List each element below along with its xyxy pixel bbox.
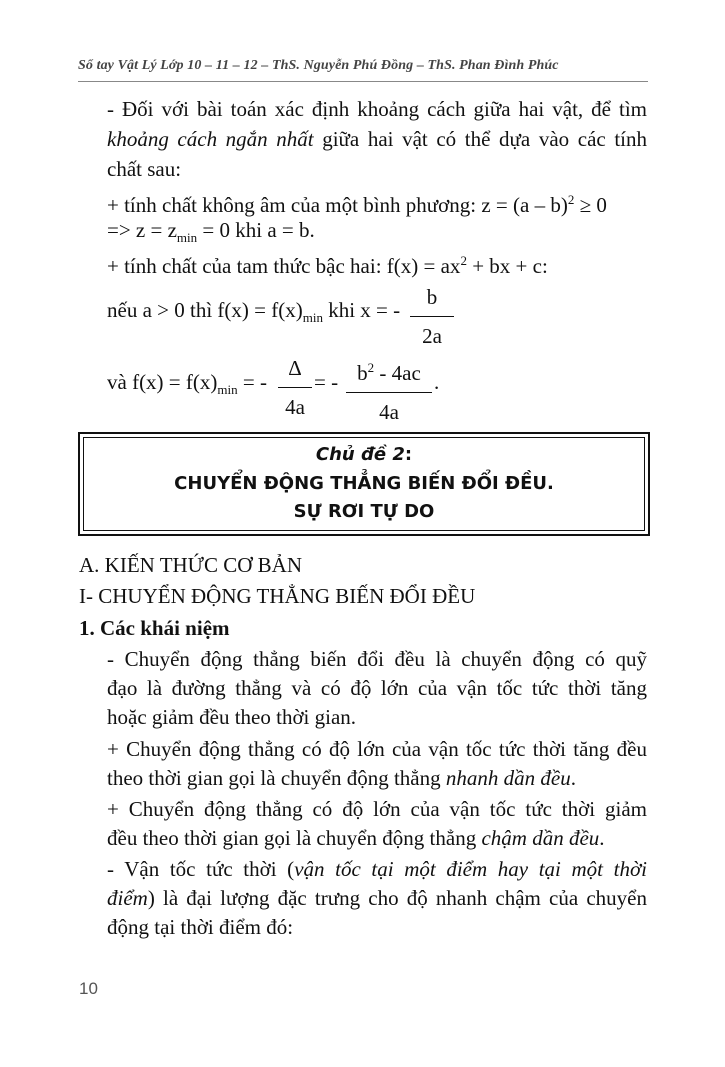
emphasis-decelerating: chậm dần đều: [481, 826, 600, 850]
zmin-subscript: min: [176, 230, 198, 246]
topic-box: [78, 432, 650, 536]
body-p1-line-1: - Chuyển động thẳng biến đổi đều là chuyển động có quỹ: [107, 647, 647, 671]
square-property-text: + tính chất không âm của một bình phương: z = (a – b): [107, 193, 568, 217]
quadratic-text-b: + bx + c:: [466, 254, 548, 278]
intro-line-2-rest: giữa hai vật có thể dựa vào các tính: [313, 127, 648, 151]
formula-period: .: [434, 370, 440, 394]
fraction-bar: [410, 316, 454, 317]
fraction-b-over-2a: [410, 284, 454, 349]
subsection-heading-1: 1. Các khái niệm: [79, 616, 230, 640]
square-exponent: 2: [567, 192, 575, 207]
zmin-text-b: = 0 khi a = b.: [197, 218, 315, 242]
body-p3-period: .: [599, 826, 605, 850]
formula-xmin-text-a: nếu a > 0 thì f(x) = f(x): [107, 298, 303, 322]
topic-number: [84, 444, 644, 465]
intro-line-2: [107, 125, 647, 153]
running-header: Sổ tay Vật Lý Lớp 10 – 11 – 12 – ThS. Nguyễn Phú Đồng – ThS. Phan Đình Phúc: [78, 58, 559, 73]
section-heading-a: A. KIẾN THỨC CƠ BẢN: [79, 553, 302, 577]
topic-colon: :: [404, 444, 413, 465]
numerator-minus-4ac: - 4ac: [374, 361, 421, 385]
fraction-denominator: 2a: [422, 324, 442, 348]
body-p4-text-a: - Vận tốc tức thời (: [107, 857, 295, 881]
topic-box-inner-border: [83, 437, 645, 531]
body-p4-line-1: [107, 855, 647, 883]
fraction-discriminant: [346, 355, 432, 425]
formula-fmin-subscript: min: [217, 382, 238, 398]
body-p1-line-2: đạo là đường thẳng và có độ lớn của vận tốc tức thời tăng: [107, 676, 647, 700]
body-p3-text: đều theo thời gian gọi là chuyển động thẳng: [107, 826, 482, 850]
topic-label: Chủ đề 2: [315, 444, 405, 465]
fraction-delta-over-4a: [278, 355, 312, 420]
numerator-exponent: 2: [367, 360, 375, 375]
emphasis-accelerating: nhanh dần đều: [445, 766, 571, 790]
zmin-text-a: => z = z: [107, 218, 177, 242]
body-p2-line-2: [107, 764, 576, 792]
topic-title-line-2: SỰ RƠI TỰ DO: [293, 501, 435, 522]
topic-title-line-1: CHUYỂN ĐỘNG THẲNG BIẾN ĐỔI ĐỀU.: [174, 473, 554, 494]
formula-xmin-text-b: khi x = -: [322, 298, 401, 322]
fraction-numerator: Δ: [288, 356, 302, 380]
section-heading-i: I- CHUYỂN ĐỘNG THẲNG BIẾN ĐỔI ĐỀU: [79, 584, 476, 608]
body-p2-text: theo thời gian gọi là chuyển động thẳng: [107, 766, 446, 790]
fraction-denominator: 4a: [285, 395, 305, 419]
emphasis-instant-velocity: vận tốc tại một điểm hay tại một thời: [294, 857, 648, 881]
fraction-numerator: b: [426, 285, 438, 309]
fraction-bar: [278, 387, 312, 388]
fraction-bar: [346, 392, 432, 393]
page-number: 10: [79, 979, 98, 998]
intro-line-3: chất sau:: [107, 157, 182, 181]
body-p2-line-1: + Chuyển động thẳng có độ lớn của vận tốc tức thời tăng đều: [107, 737, 647, 761]
body-p2-period: .: [570, 766, 576, 790]
formula-equals-minus: = -: [314, 370, 339, 394]
emphasis-moment: điểm: [107, 886, 148, 910]
formula-fmin-line: [107, 368, 267, 404]
fraction-numerator: [346, 355, 432, 386]
quadratic-text-a: + tính chất của tam thức bậc hai: f(x) = ax: [107, 254, 461, 278]
formula-fmin-text-b: = -: [237, 370, 267, 394]
body-p1-line-3: hoặc giảm đều theo thời gian.: [107, 705, 357, 729]
formula-fmin-text-a: và f(x) = f(x): [107, 370, 218, 394]
header-rule: [78, 81, 648, 82]
square-inequality: ≥ 0: [574, 193, 607, 217]
body-p3-line-1: + Chuyển động thẳng có độ lớn của vận tốc tức thời giảm: [107, 797, 647, 821]
numerator-b: b: [357, 361, 368, 385]
body-p3-line-2: [107, 824, 605, 852]
quadratic-property-line: [107, 247, 548, 280]
formula-xmin-subscript: min: [302, 310, 323, 326]
body-p4-line-3: động tại thời điểm đó:: [107, 915, 294, 939]
quadratic-exponent: 2: [460, 253, 467, 268]
formula-xmin-line: [107, 296, 400, 332]
body-p4-text-b: ) là đại lượng đặc trưng cho độ nhanh chậm của chuyển: [147, 886, 647, 910]
fraction-denominator: 4a: [379, 400, 399, 424]
body-p4-line-2: [107, 884, 647, 912]
intro-line-1: - Đối với bài toán xác định khoảng cách giữa hai vật, để tìm: [107, 97, 647, 121]
square-property-line: [107, 186, 607, 219]
emphasis-shortest-distance: khoảng cách ngắn nhất: [107, 127, 314, 151]
